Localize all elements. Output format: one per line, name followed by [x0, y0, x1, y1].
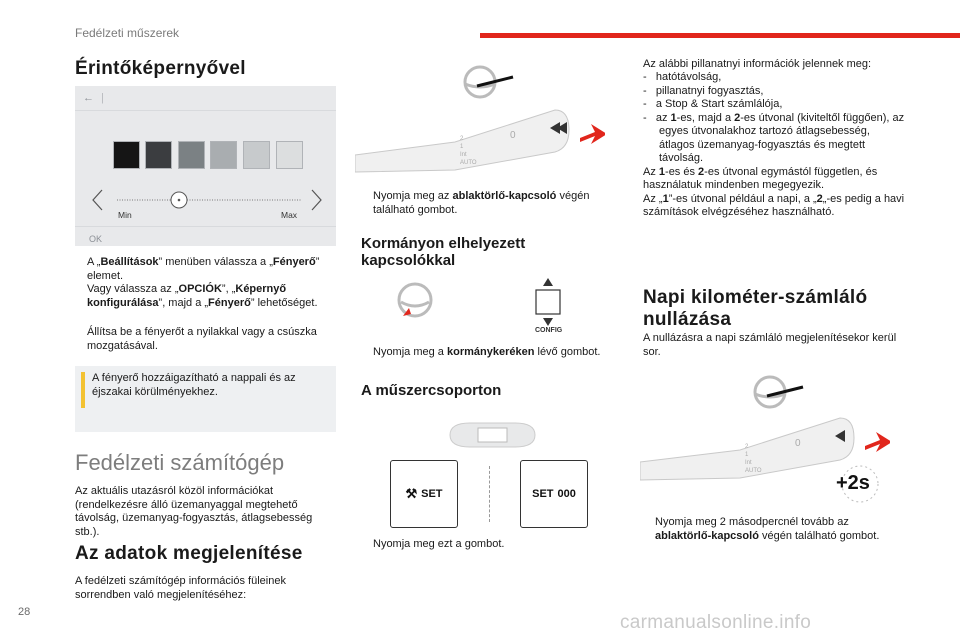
route-usage-text: Az „1”-es útvonal például a napi, a „2„-es pedig a havi számítások elvégzéséhez használható. — [643, 192, 905, 218]
watermark: carmanualsonline.info — [620, 612, 812, 633]
brightness-swatch-6 — [276, 141, 303, 169]
brightness-swatch-5 — [243, 141, 270, 169]
list-item: - pillanatnyi fogyasztás, — [643, 84, 764, 97]
footer-separator — [75, 226, 336, 227]
heading-instrument-cluster: A műszercsoporton — [361, 382, 502, 399]
page-number: 28 — [18, 606, 31, 618]
set-button-wrench: ⚒ SET — [390, 460, 458, 528]
chevron-left-icon — [93, 190, 102, 210]
info-note-accent — [81, 372, 85, 408]
list-item: - hatótávolság, — [643, 71, 722, 83]
wrench-icon: ⚒ — [405, 486, 418, 501]
svg-text:Int: Int — [460, 152, 467, 158]
svg-text:1: 1 — [460, 144, 464, 150]
svg-text:AUTO: AUTO — [460, 160, 477, 166]
wiper-stalk-icon — [355, 60, 605, 185]
brightness-swatch-2 — [145, 141, 172, 169]
instruction-cluster-button: Nyomja meg ezt a gombot. — [373, 538, 505, 550]
heading-data-display: Az adatok megjelenítése — [75, 543, 303, 564]
svg-text:1: 1 — [745, 452, 749, 458]
set-button-odometer: SET 000 — [520, 460, 588, 528]
slider-max-label: Max — [281, 210, 298, 220]
heading-touchscreen: Érintőképernyővel — [75, 58, 246, 79]
svg-text:AUTO: AUTO — [745, 468, 762, 474]
info-note-text: A fényerő hozzáigazítható a nappali és az éjszakai körülményekhez. — [92, 372, 296, 398]
header-accent-bar — [480, 33, 960, 38]
instruction-brightness-menu: A „Beállítások” menüben válassza a „Fényerő” elemet. Vagy válassza az „OPCIÓK”, „Képernyő konfigurálása”, majd a „Fényerő” lehetőséget. — [87, 256, 320, 309]
data-display-description: A fedélzeti számítógép információs füleinek sorrendben való megjelenítéséhez: — [75, 575, 286, 601]
svg-text:Int: Int — [745, 460, 752, 466]
brightness-swatch-4 — [210, 141, 237, 169]
svg-text:0: 0 — [510, 130, 516, 141]
slider-min-label: Min — [118, 210, 132, 220]
heading-steering-controls: Kormányon elhelyezett kapcsolókkal — [361, 235, 526, 269]
toolbar-divider: | — [101, 92, 104, 104]
list-item: - az 1-es, majd a 2-es útvonal (kiviteltől függően), az egyes útvonalakhoz tartozó átlagsebesség, átlagos üzemanyag-fogyasztás és megtett távolság. — [643, 111, 905, 164]
right-intro: Az alábbi pillanatnyi információk jelennek meg: — [643, 58, 872, 70]
instruction-steering-button: Nyomja meg a kormánykeréken lévő gombot. — [373, 346, 601, 358]
trip-reset-description: A nullázásra a napi számláló megjelenítésekor kerül sor. — [643, 332, 897, 358]
steering-wheel-icon — [395, 280, 435, 330]
instruction-reset-hold: Nyomja meg 2 másodpercnél tovább az ablaktörlő-kapcsoló végén található gombot. — [655, 516, 880, 542]
info-list — [643, 71, 908, 220]
ok-label: OK — [89, 234, 103, 244]
divider-dashed — [489, 466, 490, 522]
list-item: - a Stop & Start számlálója, — [643, 98, 783, 110]
heading-trip-computer: Fedélzeti számítógép — [75, 450, 285, 475]
route-independence-text: Az 1-es és 2-es útvonal egymástól független, és használatuk mindenben megegyezik. — [643, 165, 878, 191]
config-label: CONFIG — [535, 327, 563, 334]
toolbar-separator — [75, 110, 336, 111]
chevron-right-icon — [312, 190, 321, 210]
brightness-swatch-3 — [178, 141, 205, 169]
hold-2s-badge: +2s — [836, 472, 870, 494]
instruction-wiper-button: Nyomja meg az ablaktörlő-kapcsoló végén található gombot. — [373, 190, 590, 216]
config-button-icon — [533, 276, 563, 332]
svg-text:2: 2 — [745, 444, 749, 450]
heading-trip-reset: Napi kilométer-számláló nullázása — [643, 287, 868, 330]
section-title: Fedélzeti műszerek — [75, 26, 180, 40]
brightness-swatch-1 — [113, 141, 140, 169]
back-arrow-icon: ← — [83, 92, 94, 104]
instruction-adjust-brightness: Állítsa be a fényerőt a nyilakkal vagy a csúszka mozgatásával. — [87, 326, 317, 352]
cluster-icon — [445, 420, 540, 450]
svg-text:2: 2 — [460, 136, 464, 142]
trip-computer-description: Az aktuális utazásról közöl információkat (rendelkezésre álló üzemanyaggal megtehető távolság, üzemanyag-fogyasztás, átlagsebesség stb.). — [75, 485, 313, 538]
svg-text:0: 0 — [795, 438, 801, 449]
